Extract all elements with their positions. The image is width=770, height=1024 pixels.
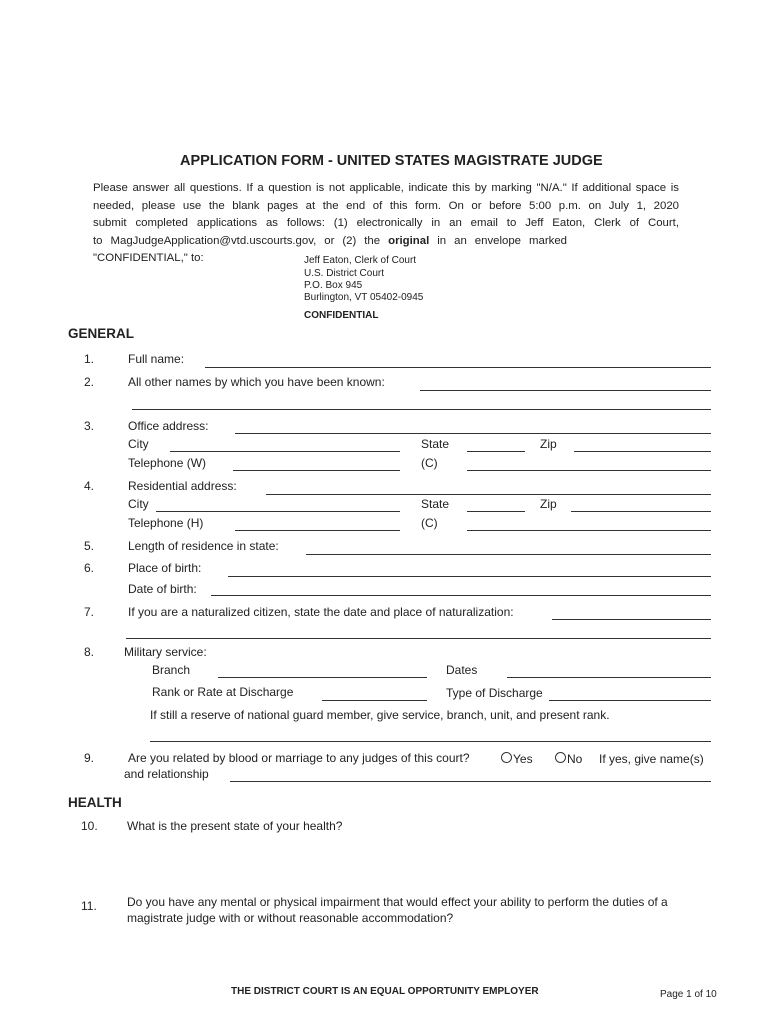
office-phone-label: Telephone (W) xyxy=(128,456,207,470)
birth-place-field[interactable] xyxy=(228,562,711,577)
address-line: U.S. District Court xyxy=(304,268,385,279)
impairment-question: Do you have any mental or physical impairment that would effect your ability to perform the duties of a xyxy=(127,895,668,909)
address-line: Jeff Eaton, Clerk of Court xyxy=(304,255,417,266)
address-line: Burlington, VT 05402-0945 xyxy=(304,292,424,303)
health-state-label: What is the present state of your health? xyxy=(127,819,343,833)
residential-cell-label: (C) xyxy=(421,516,438,530)
instructions-line: needed, please use the blank pages at the end of this form. On or before 5:00 p.m. on July 1, 2020 xyxy=(93,199,679,212)
home-phone-field[interactable] xyxy=(235,516,400,531)
related-yes-label: Yes xyxy=(513,752,533,766)
related-yes-radio[interactable] xyxy=(501,752,512,763)
page-number: Page 1 of 10 xyxy=(660,989,717,1000)
residential-state-field[interactable] xyxy=(467,497,525,512)
residential-city-field[interactable] xyxy=(156,497,400,512)
residence-length-label: Length of residence in state: xyxy=(128,539,279,553)
full-name-field[interactable] xyxy=(205,353,711,368)
confidential-label: CONFIDENTIAL xyxy=(304,310,379,321)
rank-field[interactable] xyxy=(322,686,427,701)
question-number: 9. xyxy=(84,751,95,765)
residential-zip-field[interactable] xyxy=(571,497,711,512)
office-address-label: Office address: xyxy=(128,419,209,433)
question-number: 7. xyxy=(84,605,95,619)
other-names-field-2[interactable] xyxy=(132,395,711,410)
office-state-field[interactable] xyxy=(467,437,525,452)
office-state-label: State xyxy=(421,437,450,451)
branch-label: Branch xyxy=(152,663,191,677)
office-city-field[interactable] xyxy=(170,437,400,452)
office-cell-label: (C) xyxy=(421,456,438,470)
office-address-field[interactable] xyxy=(235,419,711,434)
question-number: 10. xyxy=(81,819,98,833)
residence-length-field[interactable] xyxy=(306,540,711,555)
form-title: APPLICATION FORM - UNITED STATES MAGISTRATE JUDGE xyxy=(180,153,603,169)
discharge-type-label: Type of Discharge xyxy=(446,686,543,700)
question-number: 5. xyxy=(84,539,95,553)
other-names-field[interactable] xyxy=(420,376,711,391)
related-names-label: If yes, give name(s) xyxy=(599,752,704,766)
branch-field[interactable] xyxy=(218,663,427,678)
residential-cell-field[interactable] xyxy=(467,516,711,531)
question-number: 4. xyxy=(84,479,95,493)
residential-address-label: Residential address: xyxy=(128,479,237,493)
question-number: 1. xyxy=(84,352,95,366)
instructions-line: Please answer all questions. If a question is not applicable, indicate this by marking "N/A." If additional space is xyxy=(93,182,679,194)
naturalization-label: If you are a naturalized citizen, state the date and place of naturalization: xyxy=(128,605,514,619)
birth-place-label: Place of birth: xyxy=(128,561,202,575)
instructions-line xyxy=(93,233,567,251)
instructions-line: "CONFIDENTIAL," to: xyxy=(93,252,204,265)
residential-city-label: City xyxy=(128,497,149,511)
service-dates-field[interactable] xyxy=(507,663,711,678)
question-number: 2. xyxy=(84,375,95,389)
military-service-label: Military service: xyxy=(124,645,207,659)
office-city-label: City xyxy=(128,437,149,451)
office-zip-label: Zip xyxy=(540,437,557,451)
rank-label: Rank or Rate at Discharge xyxy=(152,685,294,699)
question-number: 11. xyxy=(81,899,97,913)
naturalization-field-2[interactable] xyxy=(126,624,711,639)
birth-date-label: Date of birth: xyxy=(128,582,197,596)
related-no-label: No xyxy=(567,752,583,766)
reserve-instructions: If still a reserve of national guard member, give service, branch, unit, and present rank. xyxy=(150,708,610,722)
related-no-radio[interactable] xyxy=(555,752,566,763)
naturalization-field[interactable] xyxy=(552,605,711,620)
home-phone-label: Telephone (H) xyxy=(128,516,204,530)
question-number: 8. xyxy=(84,645,95,659)
relationship-label: and relationship xyxy=(124,767,209,781)
residential-zip-label: Zip xyxy=(540,497,557,511)
dates-label: Dates xyxy=(446,663,478,677)
address-line: P.O. Box 945 xyxy=(304,280,363,291)
office-phone-field[interactable] xyxy=(233,456,400,471)
question-number: 3. xyxy=(84,419,95,433)
reserve-field[interactable] xyxy=(150,727,711,742)
other-names-label: All other names by which you have been known: xyxy=(128,375,385,389)
impairment-question-cont: magistrate judge with or without reasonable accommodation? xyxy=(127,911,454,925)
instructions-line: submit completed applications as follows: (1) electronically in an email to Jeff Eaton, Clerk of Court, xyxy=(93,217,679,230)
instructions-email-text: to MagJudgeApplication@vtd.uscourts.gov, or (2) the xyxy=(93,234,381,247)
question-number: 6. xyxy=(84,561,95,575)
section-heading-health: HEALTH xyxy=(68,795,122,810)
instructions-envelope-text: in an envelope marked xyxy=(437,234,567,247)
section-heading-general: GENERAL xyxy=(68,326,135,341)
residential-state-label: State xyxy=(421,497,450,511)
related-names-field[interactable] xyxy=(230,767,711,782)
instructions-original-text: original xyxy=(388,234,430,247)
residential-address-field[interactable] xyxy=(266,480,711,495)
office-zip-field[interactable] xyxy=(574,437,711,452)
full-name-label: Full name: xyxy=(128,352,185,366)
birth-date-field[interactable] xyxy=(211,581,711,596)
related-judges-label: Are you related by blood or marriage to any judges of this court? xyxy=(128,751,470,765)
discharge-type-field[interactable] xyxy=(549,686,711,701)
office-cell-field[interactable] xyxy=(467,456,711,471)
equal-opportunity-footer: THE DISTRICT COURT IS AN EQUAL OPPORTUNITY EMPLOYER xyxy=(231,986,539,997)
